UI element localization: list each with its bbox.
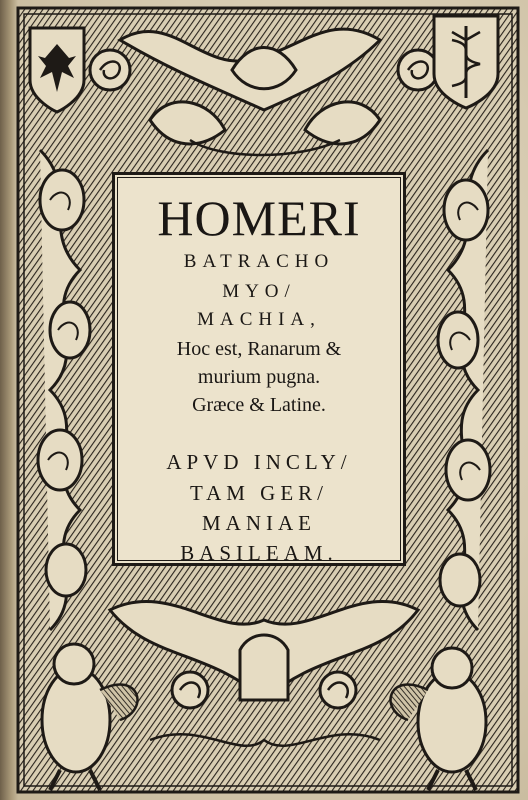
book-title: HOMERI [157, 190, 361, 246]
subtitle-line-1: BATRACHO [183, 251, 335, 272]
imprint-line-1: APVD INCLY/ [166, 450, 352, 474]
description-line-3: Græce & Latine. [192, 394, 326, 416]
description-line-1: Hoc est, Ranarum & [176, 338, 342, 360]
subtitle-line-2: MYO/ [222, 281, 296, 302]
subtitle-line-3: MACHIA, [197, 309, 321, 330]
eagle-shield-ornament [30, 28, 84, 112]
imprint-line-2: TAM GER/ [189, 481, 329, 505]
title-cartouche [112, 172, 406, 566]
imprint-line-3: MANIAE [202, 511, 316, 535]
caduceus-shield-ornament [434, 16, 498, 108]
description-line-2: murium pugna. [197, 366, 321, 388]
imprint-line-4: BASILEAM. [180, 541, 338, 565]
